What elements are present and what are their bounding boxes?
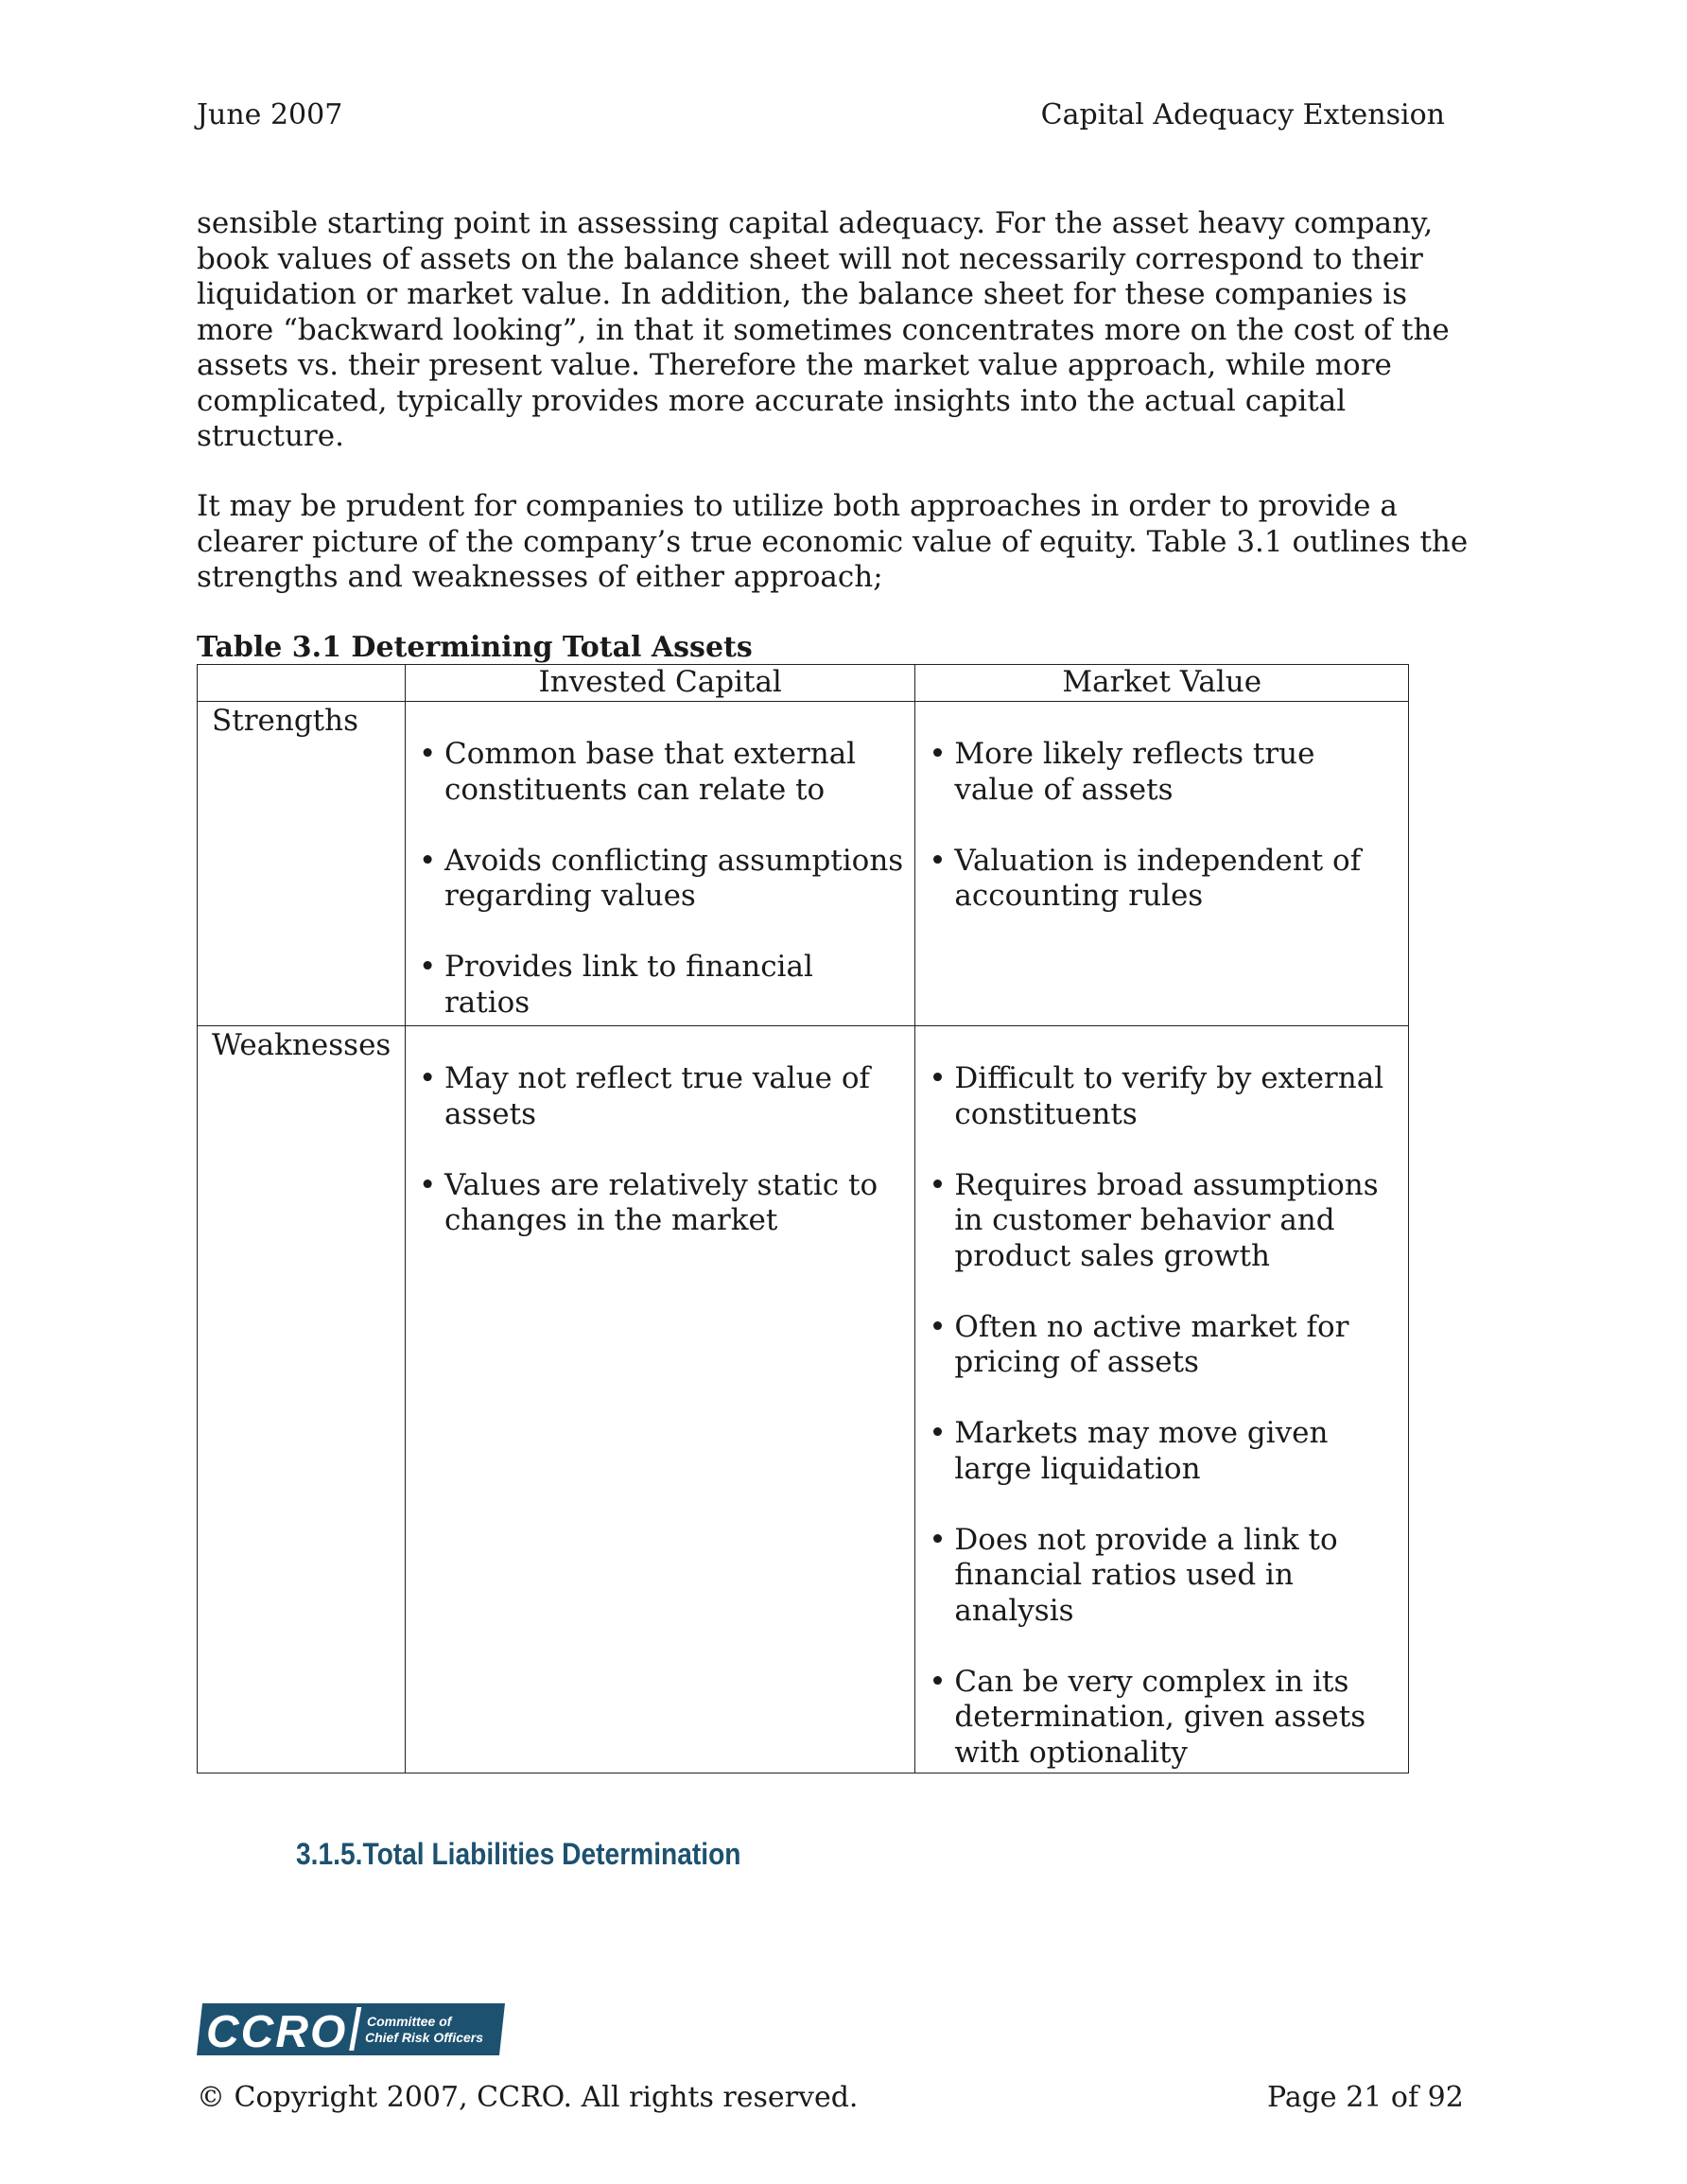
table-header-row [198,665,1409,702]
section-heading [296,1837,740,1872]
table-row-strengths [198,702,1409,1026]
table-header-cell: Invested Capital [405,665,914,702]
list-item: • Values are relatively static to changes in the market [419,1168,905,1239]
bullet-list [406,1061,914,1239]
section-title: Total Liabilities Determination [362,1837,741,1871]
body-paragraph: It may be prudent for companies to utilize both approaches in order to provide a clearer picture of the company’s true economic value of equity. Table 3.1 outlines the strengths and weaknesses of either approach; [197,489,1469,594]
ccro-logo [197,2003,505,2055]
body-paragraph: sensible starting point in assessing capital adequacy. For the asset heavy company, book values of assets on the balance sheet will not necessarily correspond to their liquidation or market value. In addition, the balance sheet for these companies is more “backward looking”, in that it sometimes concentrates more on the cost of the assets vs. their present value. Therefore the market value approach, while more complicated, typically provides more accurate insights into the actual capital structure. [197,206,1450,453]
logo-mark: CCRO [206,2007,348,2055]
list-item: • Markets may move given large liquidation [929,1416,1399,1487]
section-number: 3.1.5. [296,1837,363,1871]
assets-comparison-table [197,664,1409,1773]
header-document-title: Capital Adequacy Extension [1040,98,1445,131]
bullet-list [406,737,914,1021]
invested-capital-cell [405,702,914,1026]
list-item: • Avoids conflicting assumptions regarding values [419,844,905,915]
list-item: • Does not provide a link to financial ratios used in analysis [929,1523,1399,1630]
table-header-cell [198,665,406,702]
table-caption: Table 3.1 Determining Total Assets [197,631,753,664]
invested-capital-cell [405,1026,914,1773]
bullet-list [915,737,1408,915]
footer-page-number: Page 21 of 92 [1267,2081,1464,2114]
list-item: • Valuation is independent of accounting rules [929,844,1399,915]
list-item: • Difficult to verify by external constituents [929,1061,1399,1132]
list-item: • May not reflect true value of assets [419,1061,905,1132]
market-value-cell [915,1026,1409,1773]
row-label: Strengths [198,702,406,1026]
list-item: • Often no active market for pricing of assets [929,1310,1399,1381]
footer-copyright: © Copyright 2007, CCRO. All rights reserved. [197,2081,859,2114]
bullet-list [915,1061,1408,1771]
table-header-cell: Market Value [915,665,1409,702]
list-item: • More likely reflects true value of assets [929,737,1399,808]
list-item: • Can be very complex in its determination, given assets with optionality [929,1665,1399,1772]
list-item: • Provides link to financial ratios [419,950,905,1021]
logo-tagline: Committee of [367,2014,452,2029]
market-value-cell [915,702,1409,1026]
list-item: • Common base that external constituents can relate to [419,737,905,808]
list-item: • Requires broad assumptions in customer behavior and product sales growth [929,1168,1399,1275]
table-row-weaknesses [198,1026,1409,1773]
row-label: Weaknesses [198,1026,406,1773]
logo-tagline: Chief Risk Officers [365,2030,484,2045]
header-date: June 2007 [197,98,343,131]
